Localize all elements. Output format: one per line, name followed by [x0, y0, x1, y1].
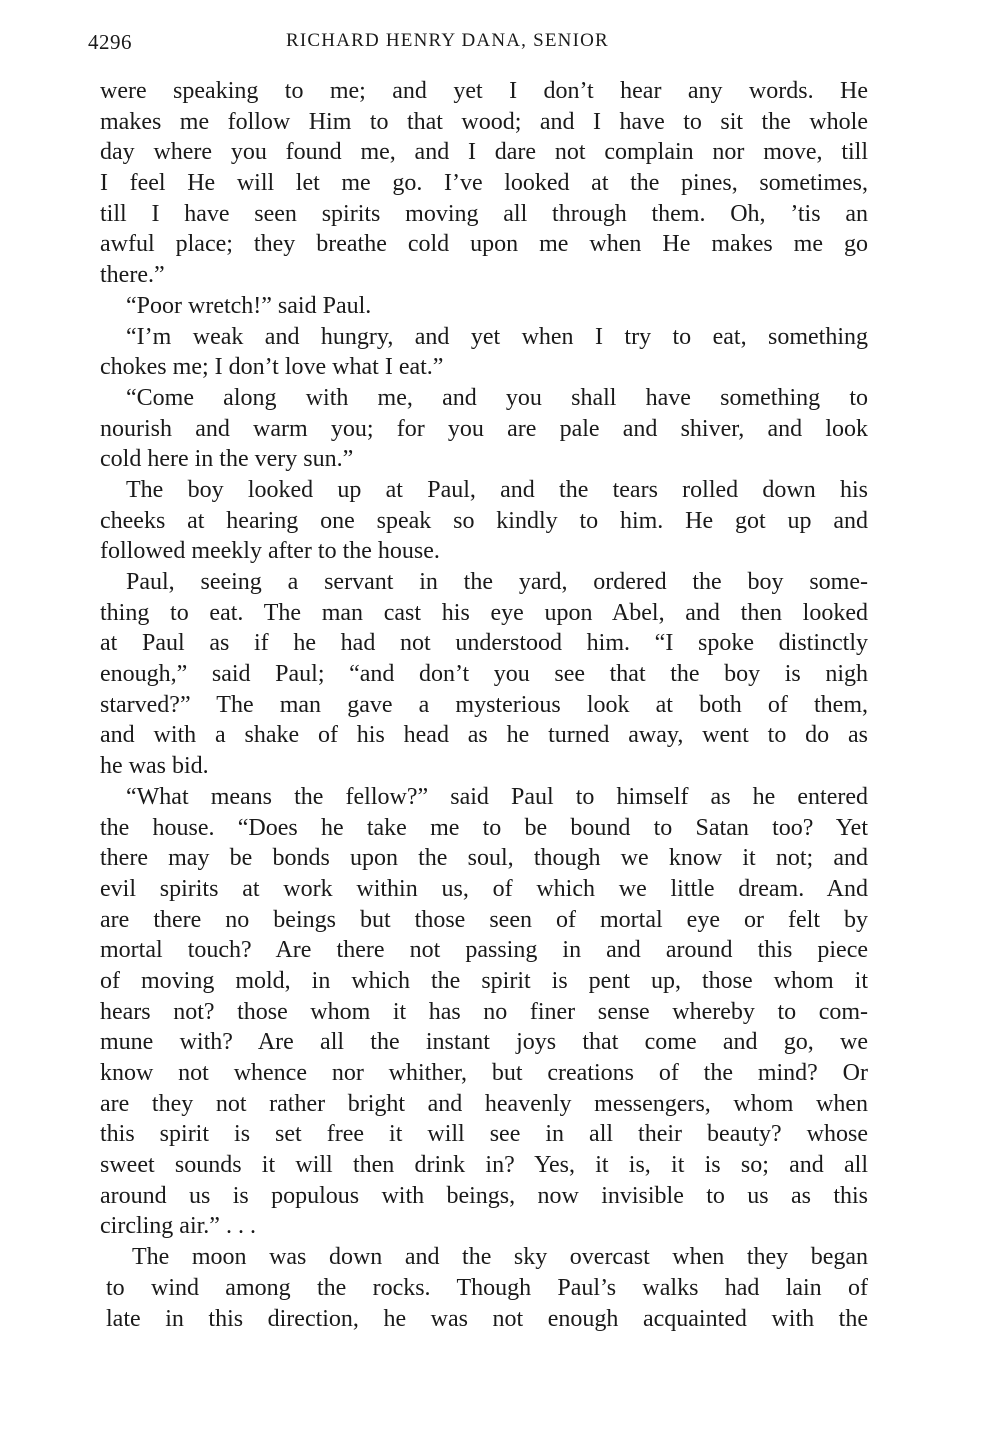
text-line: “What means the fellow?” said Paul to himself as he entered: [126, 783, 868, 810]
text-line: I feel He will let me go. I’ve looked at the pines, sometimes,: [100, 170, 868, 197]
text-line: hears not? those whom it has no finer sense whereby to com-: [100, 998, 868, 1025]
text-line: late in this direction, he was not enough acquainted with the: [106, 1305, 868, 1332]
text-line: the house. “Does he take me to be bound to Satan too? Yet: [100, 814, 868, 841]
text-line: to wind among the rocks. Though Paul’s walks had lain of: [106, 1274, 868, 1301]
text-line: Paul, seeing a servant in the yard, ordered the boy some-: [126, 569, 868, 595]
text-line: cold here in the very sun.”: [100, 446, 354, 473]
text-line: this spirit is set free it will see in all their beauty? whose: [100, 1121, 868, 1148]
text-line: “Come along with me, and you shall have something to: [126, 384, 868, 411]
text-line: mune with? Are all the instant joys that come and go, we: [100, 1029, 868, 1056]
text-line: he was bid.: [100, 753, 209, 780]
text-line: The moon was down and the sky overcast when they began: [132, 1244, 868, 1271]
text-line: chokes me; I don’t love what I eat.”: [100, 354, 444, 381]
text-line: enough,” said Paul; “and don’t you see that the boy is nigh: [100, 661, 868, 688]
text-line: cheeks at hearing one speak so kindly to him. He got up and: [100, 507, 868, 534]
page-number: 4296: [88, 30, 132, 54]
text-line: at Paul as if he had not understood him. “I spoke distinctly: [100, 630, 868, 657]
page-body-text: [100, 76, 868, 1334]
running-title: RICHARD HENRY DANA, SENIOR: [286, 30, 609, 51]
text-line: are there no beings but those seen of mortal eye or felt by: [100, 906, 868, 933]
text-line: around us is populous with beings, now invisible to us as this: [100, 1182, 868, 1209]
text-line: followed meekly after to the house.: [100, 538, 440, 565]
text-line: evil spirits at work within us, of which we little dream. And: [100, 875, 868, 902]
text-line: mortal touch? Are there not passing in and around this piece: [100, 937, 868, 964]
text-line: awful place; they breathe cold upon me when He makes me go: [100, 231, 868, 258]
text-line: and with a shake of his head as he turned away, went to do as: [100, 722, 868, 749]
text-line: circling air.” . . .: [100, 1213, 256, 1240]
text-line: The boy looked up at Paul, and the tears rolled down his: [126, 476, 868, 503]
text-line: of moving mold, in which the spirit is pent up, those whom it: [100, 967, 868, 994]
text-line: day where you found me, and I dare not complain nor move, till: [100, 139, 868, 166]
text-line: starved?” The man gave a mysterious look at both of them,: [100, 691, 868, 718]
text-line: “I’m weak and hungry, and yet when I try to eat, something: [126, 323, 868, 350]
text-line: makes me follow Him to that wood; and I have to sit the whole: [100, 108, 868, 135]
text-line: were speaking to me; and yet I don’t hear any words. He: [100, 78, 868, 104]
text-line: there.”: [100, 262, 165, 289]
text-line: “Poor wretch!” said Paul.: [126, 292, 372, 319]
text-line: know not whence nor whither, but creations of the mind? Or: [100, 1060, 868, 1086]
text-line: nourish and warm you; for you are pale and shiver, and look: [100, 415, 868, 442]
text-line: are they not rather bright and heavenly messengers, whom when: [100, 1090, 868, 1117]
text-line: till I have seen spirits moving all through them. Oh, ’tis an: [100, 200, 868, 227]
text-line: sweet sounds it will then drink in? Yes, it is, it is so; and all: [100, 1152, 868, 1179]
text-line: thing to eat. The man cast his eye upon Abel, and then looked: [100, 599, 868, 626]
text-line: there may be bonds upon the soul, though we know it not; and: [100, 845, 868, 872]
